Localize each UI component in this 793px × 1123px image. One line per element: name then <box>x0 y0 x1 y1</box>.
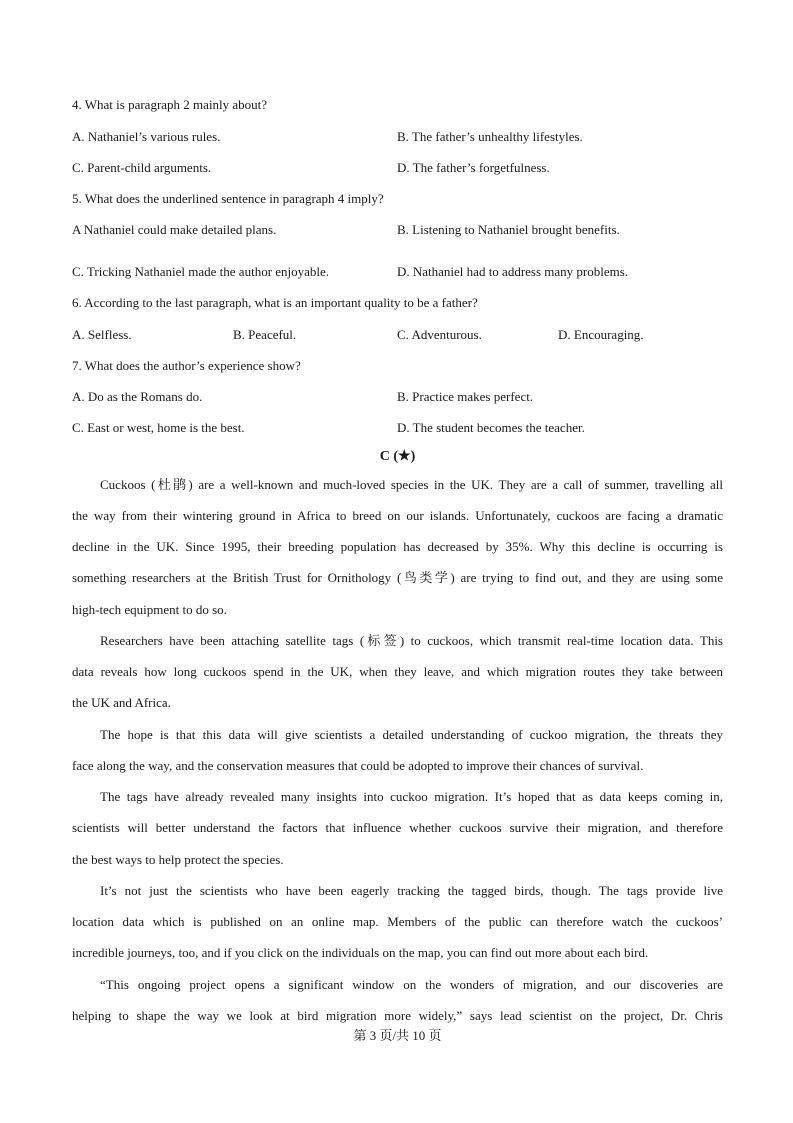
passage-line: helping to shape the way we look at bird migration more widely,” says lead scientist on the project, Dr. Chris <box>72 1008 723 1023</box>
passage-line: high-tech equipment to do so. <box>72 602 227 617</box>
question-5-option-c: C. Tricking Nathaniel made the author enjoyable. <box>72 264 330 279</box>
question-7-option-c: C. East or west, home is the best. <box>72 420 245 435</box>
section-c-title: C (★) <box>379 449 416 464</box>
question-6-option-b: B. Peaceful. <box>233 327 297 342</box>
exam-page <box>72 0 723 1123</box>
passage-line: “This ongoing project opens a significant window on the wonders of migration, and our discoveries are <box>100 977 723 992</box>
question-5-option-d: D. Nathaniel had to address many problems. <box>397 264 629 279</box>
passage-line: Researchers have been attaching satellite tags (标签) to cuckoos, which transmit real-time location data. This <box>100 633 723 648</box>
passage-line: The tags have already revealed many insights into cuckoo migration. It’s hoped that as data keeps coming in, <box>100 789 723 804</box>
passage-line: It’s not just the scientists who have been eagerly tracking the tagged birds, though. The tags provide live <box>100 883 723 898</box>
question-5-option-a: A Nathaniel could make detailed plans. <box>72 222 277 237</box>
question-4-option-d: D. The father’s forgetfulness. <box>397 160 550 175</box>
question-6-option-d: D. Encouraging. <box>558 327 644 342</box>
question-4-option-a: A. Nathaniel’s various rules. <box>72 129 221 144</box>
passage-line: data reveals how long cuckoos spend in the UK, when they leave, and which migration routes they take between <box>72 664 723 679</box>
question-6-option-a: A. Selfless. <box>72 327 132 342</box>
question-4-stem: 4. What is paragraph 2 mainly about? <box>72 97 268 112</box>
question-7-option-d: D. The student becomes the teacher. <box>397 420 585 435</box>
passage-line: the UK and Africa. <box>72 695 171 710</box>
passage-line: scientists will better understand the factors that influence whether cuckoos survive their migration, and therefore <box>72 820 723 835</box>
passage-line: location data which is published on an online map. Members of the public can therefore watch the cuckoos’ <box>72 914 723 929</box>
passage-line: The hope is that this data will give scientists a detailed understanding of cuckoo migration, the threats they <box>100 727 723 742</box>
question-7-stem: 7. What does the author’s experience show? <box>72 358 301 373</box>
passage-line: decline in the UK. Since 1995, their breeding population has decreased by 35%. Why this decline is occurring is <box>72 539 723 554</box>
passage-line: face along the way, and the conservation measures that could be adopted to improve their chances of survival. <box>72 758 644 773</box>
passage-line: Cuckoos (杜鹃) are a well-known and much-loved species in the UK. They are a call of summer, travelling all <box>100 477 723 492</box>
question-7-option-a: A. Do as the Romans do. <box>72 389 203 404</box>
question-4-option-b: B. The father’s unhealthy lifestyles. <box>397 129 583 144</box>
passage-line: the best ways to help protect the species. <box>72 852 284 867</box>
question-5-option-b: B. Listening to Nathaniel brought benefits. <box>397 222 620 237</box>
question-5-stem: 5. What does the underlined sentence in paragraph 4 imply? <box>72 191 384 206</box>
question-6-stem: 6. According to the last paragraph, what is an important quality to be a father? <box>72 295 478 310</box>
passage-line: something researchers at the British Trust for Ornithology (鸟类学) are trying to find out, and they are using some <box>72 570 723 585</box>
question-6-option-c: C. Adventurous. <box>397 327 482 342</box>
page-number-footer: 第 3 页/共 10 页 <box>353 1028 442 1043</box>
passage-line: the way from their wintering ground in Africa to breed on our islands. Unfortunately, cuckoos are facing a dramatic <box>72 508 723 523</box>
question-4-option-c: C. Parent-child arguments. <box>72 160 212 175</box>
question-7-option-b: B. Practice makes perfect. <box>397 389 534 404</box>
passage-line: incredible journeys, too, and if you click on the individuals on the map, you can find out more about each bird. <box>72 945 649 960</box>
